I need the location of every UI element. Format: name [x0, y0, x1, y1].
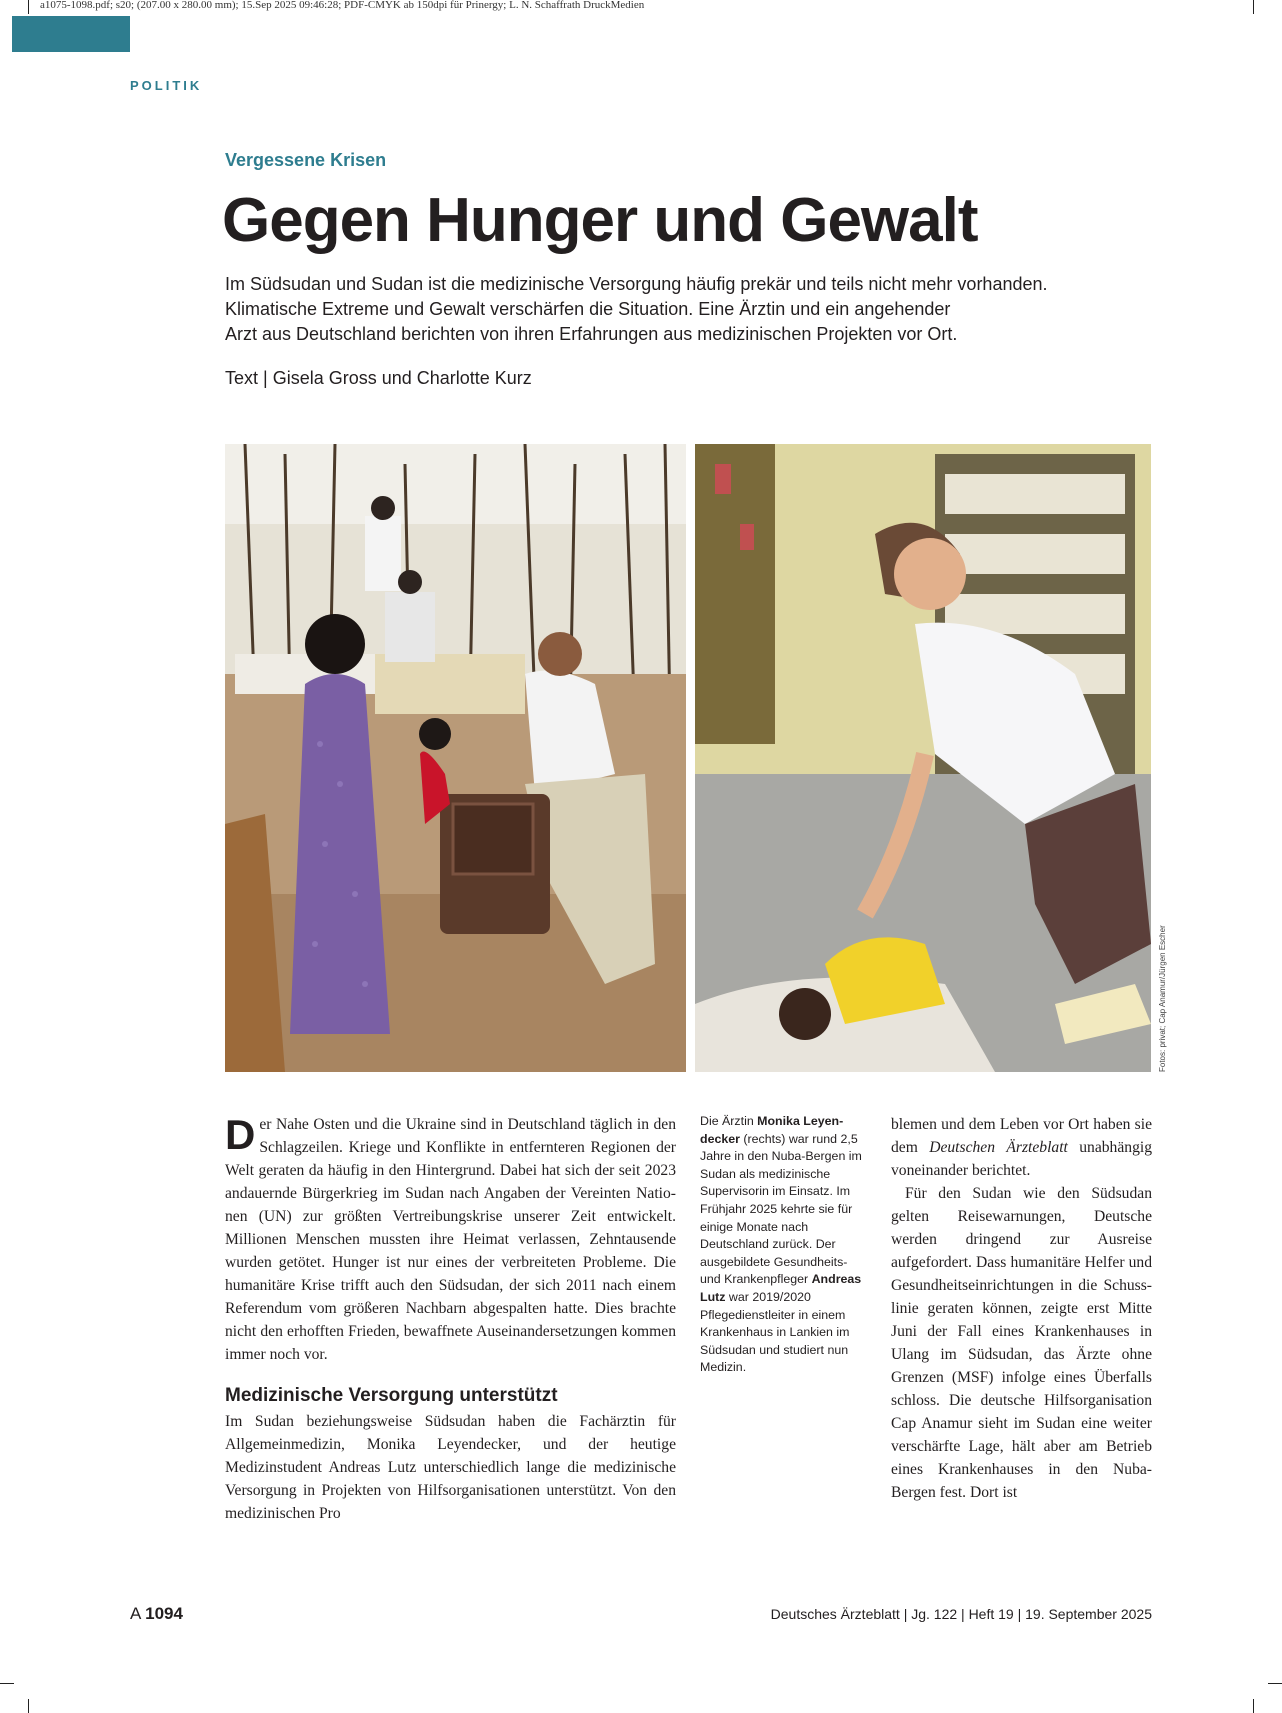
- paragraph: Für den Sudan wie den Südsudan gelten Reisewarnungen, Deutsche werden dringend zur Ausreise aufgefordert. Dass humanitäre Helfer und Gesundheitseinrichtungen in die Schusslinie geraten können, zeigte erst Mitte Juni der Fall eines Krankenhauses in Ulang im Südsudan, das Ärzte ohne Grenzen (MSF) infolge eines Überfalls schloss. Die deutsche Hilfsorganisation Cap Anamur sieht im Sudan eine weiter verschärfte Lage, hält aber am Betrieb eines Krankenhauses in den Nuba-Bergen fest. Dort ist: [891, 1185, 1152, 1501]
- page-prefix: A: [130, 1604, 141, 1623]
- caption-name: Monika Leyendecker: [700, 1114, 844, 1146]
- paragraph: Im Sudan beziehungsweise Südsudan haben die Fachärztin für Allgemeinmedizin, Monika Leyendecker, und der heutige Medizinstudent Andreas Lutz unterschiedlich lange die medizinische Versorgung in Projekten von Hilfsorganisationen unterstützt. Von den medizinischen Pro: [225, 1413, 676, 1522]
- crop-mark: [28, 1699, 29, 1713]
- journal-info: Deutsches Ärzteblatt | Jg. 122 | Heft 19 | 19. September 2025: [770, 1606, 1152, 1622]
- print-slug: a1075-1098.pdf; s20; (207.00 x 280.00 mm); 15.Sep 2025 09:46:28; PDF-CMYK ab 150dpi für Prinergy; L. N. Schaffrath DruckMedien: [40, 0, 645, 11]
- caption-name: Andreas Lutz: [700, 1272, 862, 1304]
- article-column-3: [891, 1113, 1152, 1504]
- paragraph: [891, 1113, 1152, 1182]
- paragraph-text: unabhängig voneinander berichtet.: [891, 1139, 1152, 1179]
- photo-doctor-infant: [695, 444, 1151, 1072]
- crop-mark: [28, 0, 29, 14]
- intro-line: Klimatische Extreme und Gewalt verschärfen die Situation. Eine Ärztin und ein angehender: [225, 299, 951, 319]
- paragraph: [225, 1113, 676, 1366]
- byline: Text | Gisela Gross und Charlotte Kurz: [225, 368, 532, 388]
- paragraph-text: blemen und dem Leben vor Ort haben sie dem: [891, 1116, 1152, 1156]
- article-kicker: Vergessene Krisen: [225, 150, 387, 170]
- page-number-value: 1094: [145, 1604, 183, 1623]
- paragraph-text: er Nahe Osten und die Ukraine sind in Deutschland täglich in den Schlagzeilen. Kriege und Konflikte in entfernteren Regionen der Welt geraten da häufig in den Hintergrund. Dabei hat sich der seit 2023 andauernde Bürgerkrieg im Sudan nach Angaben der Vereinten Nationen (UN) zur größten Vertreibungskrise unserer Zeit entwickelt. Millionen Menschen mussten ihre Heimat verlassen, Zehntausende wurden getötet. Hunger ist nur eines der verbreiteten Probleme. Die humanitäre Krise trifft auch den Südsudan, der sich 2011 nach einem Referendum vom größeren Nachbarn abgespalten hatte. Dies brachte nicht den erhofften Frieden, bewaffnete Auseinandersetzungen kommen immer noch vor.: [225, 1116, 676, 1363]
- photo-caption: [700, 1113, 866, 1377]
- crop-mark: [1253, 0, 1254, 14]
- publication-name: Deutschen Ärzteblatt: [929, 1139, 1068, 1156]
- photo-credit-text: Fotos: privat; Cap Anamur/Jürgen Escher: [1158, 925, 1167, 1072]
- section-label: POLITIK: [130, 78, 203, 93]
- intro-line: Im Südsudan und Sudan ist die medizinische Versorgung häufig prekär und teils nicht mehr vorhanden.: [225, 274, 1048, 294]
- article-headline: Gegen Hunger und Gewalt: [222, 186, 978, 255]
- subheading: Medizinische Versorgung unterstützt: [225, 1385, 558, 1406]
- section-accent-block: [12, 16, 130, 52]
- article-column-1: [225, 1113, 676, 1525]
- page-number: [130, 1604, 183, 1624]
- crop-mark: [0, 1683, 14, 1684]
- crop-mark: [1253, 1699, 1254, 1713]
- crop-mark: [1268, 1683, 1282, 1684]
- drop-cap: D: [225, 1111, 256, 1158]
- photo-field-clinic: [225, 444, 686, 1072]
- intro-line: Arzt aus Deutschland berichten von ihren Erfahrungen aus medizinischen Projekten vor Ort.: [225, 324, 958, 344]
- caption-text: war 2019/2020 Pflegedienstleiter in einem Krankenhaus in Lankien im Südsudan und studiert nun Medizin.: [700, 1289, 850, 1375]
- caption-text: (rechts) war rund 2,5 Jahre in den Nuba-Bergen im Sudan als medizinische Supervisorin im Einsatz. Im Frühjahr 2025 kehrte sie für einige Monate nach Deutschland zurück. Der ausgebildete Gesundheits- und Krankenpfleger: [700, 1131, 862, 1287]
- caption-text: Die Ärztin: [700, 1114, 758, 1128]
- article-intro: [225, 272, 1125, 347]
